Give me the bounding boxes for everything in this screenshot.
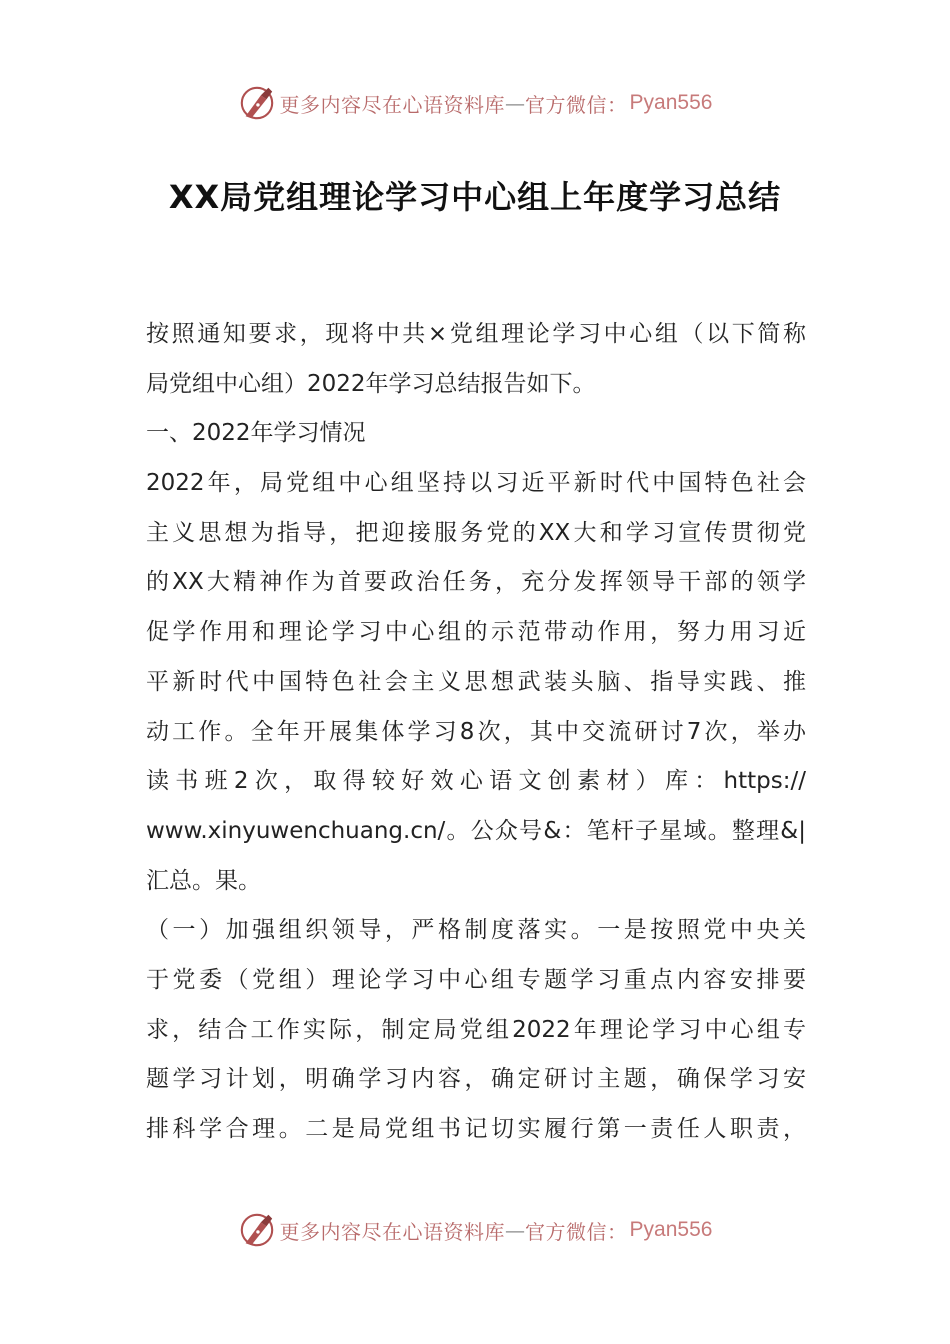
- body-line: 求，结合工作实际，制定局党组2022年理论学习中心组专: [146, 1016, 806, 1043]
- section-heading: 一、2022年学习情况: [146, 420, 366, 447]
- footer-banner: [0, 1205, 950, 1255]
- body-line: 的XX大精神作为首要政治任务，充分发挥领导干部的领学: [146, 569, 806, 596]
- document-title: XX局党组理论学习中心组上年度学习总结: [168, 178, 782, 216]
- pen-nib-logo-icon: [238, 84, 276, 122]
- banner-wechat-id: Pyan556: [629, 1218, 713, 1241]
- body-line: 排科学合理。二是局党组书记切实履行第一责任人职责，: [146, 1116, 806, 1142]
- body-line: 2022年，局党组中心组坚持以习近平新时代中国特色社会: [146, 470, 806, 497]
- body-line: 读书班2次，取得较好效心语文创素材）库：https://: [146, 768, 806, 795]
- banner-separator: —: [505, 91, 526, 115]
- body-line: 题学习计划，明确学习内容，确定研讨主题，确保学习安: [146, 1066, 806, 1093]
- banner-suffix: 官方微信：: [525, 92, 628, 117]
- body-line: 汇总。果。: [146, 867, 261, 894]
- header-banner: [0, 78, 950, 128]
- document-body: [146, 310, 806, 1155]
- banner-suffix: 官方微信：: [525, 1219, 628, 1244]
- pen-nib-logo-icon: [238, 1211, 276, 1249]
- body-line: 平新时代中国特色社会主义思想武装头脑、指导实践、推: [146, 668, 806, 695]
- banner-wechat-id: Pyan556: [629, 91, 713, 114]
- body-line: 主义思想为指导，把迎接服务党的XX大和学习宣传贯彻党: [146, 519, 806, 546]
- body-line: 于党委（党组）理论学习中心组专题学习重点内容安排要: [146, 966, 806, 993]
- body-line: 按照通知要求，现将中共×党组理论学习中心组（以下简称: [146, 321, 806, 347]
- body-line: www.xinyuwenchuang.cn/。公众号&：笔杆子星域。整理&|: [146, 817, 806, 844]
- body-line: 促学作用和理论学习中心组的示范带动作用，努力用习近: [146, 619, 806, 646]
- body-line: （一）加强组织领导，严格制度落实。一是按照党中央关: [146, 917, 806, 944]
- banner-text: 更多内容尽在心语资料库: [279, 1219, 506, 1244]
- banner-separator: —: [505, 1218, 526, 1242]
- banner-text: 更多内容尽在心语资料库: [279, 92, 506, 117]
- body-line: 动工作。全年开展集体学习8次，其中交流研讨7次，举办: [146, 718, 806, 745]
- body-line: 局党组中心组）2022年学习总结报告如下。: [146, 370, 596, 397]
